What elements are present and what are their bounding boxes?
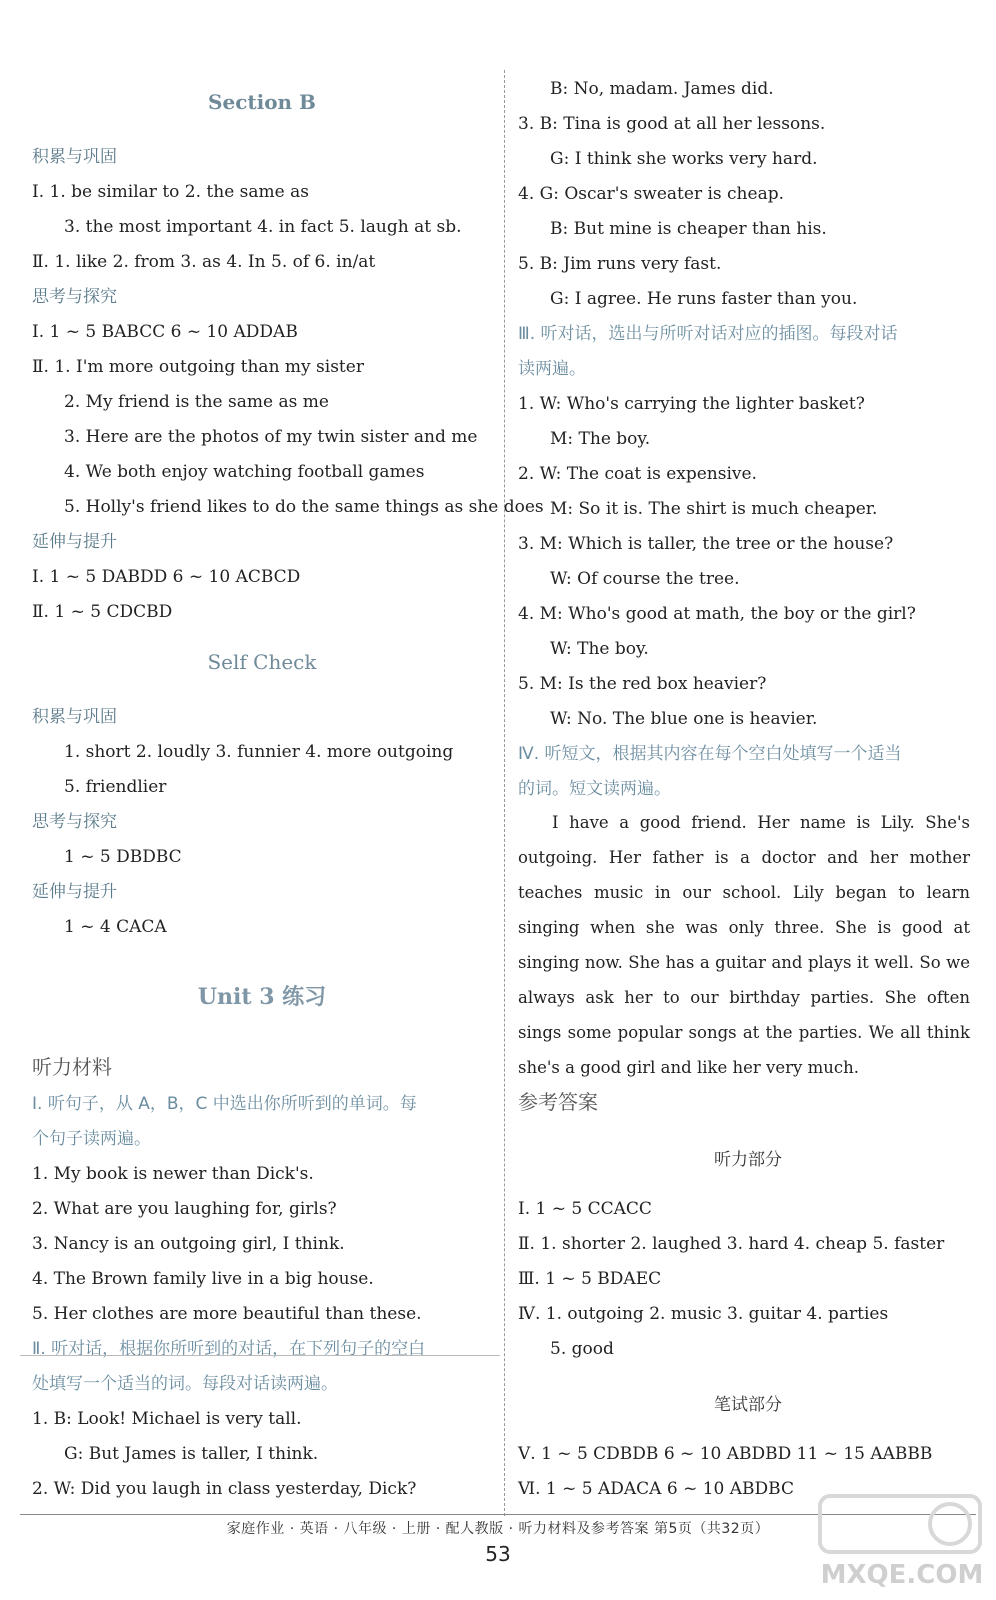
listening-material-heading: 听力材料 — [32, 1055, 112, 1079]
script-line: W: Of course the tree. — [550, 569, 740, 589]
watermark-logo-icon — [790, 1488, 990, 1592]
answer-line: 5. friendlier — [64, 777, 167, 797]
page-footer: 家庭作业 · 英语 · 八年级 · 上册 · 配人教版 · 听力材料及参考答案 第5页（共32页） — [226, 1521, 770, 1537]
reference-answers-heading: 参考答案 — [518, 1090, 598, 1114]
page-number: 53 — [485, 1542, 511, 1566]
script-line: 1. My book is newer than Dick's. — [32, 1164, 314, 1184]
subheading-yanshen: 延伸与提升 — [32, 882, 117, 902]
answer-line: 3. Here are the photos of my twin sister and me — [64, 427, 478, 447]
instruction-line: 的词。短文读两遍。 — [518, 779, 671, 799]
answer-line: Ⅲ. 1 ~ 5 BDAEC — [518, 1269, 662, 1289]
subheading-sikao: 思考与探究 — [32, 812, 117, 832]
script-line: 4. G: Oscar's sweater is cheap. — [518, 184, 784, 204]
script-line: M: So it is. The shirt is much cheaper. — [550, 499, 878, 519]
column-divider — [504, 70, 505, 1516]
script-line: W: No. The blue one is heavier. — [550, 709, 818, 729]
instruction-line: 处填写一个适当的词。每段对话读两遍。 — [32, 1374, 338, 1394]
script-line: 2. W: The coat is expensive. — [518, 464, 757, 484]
answer-line: Ⅰ. 1. be similar to 2. the same as — [32, 182, 309, 202]
answer-line: Ⅳ. 1. outgoing 2. music 3. guitar 4. parties — [518, 1304, 889, 1324]
script-line: G: But James is taller, I think. — [64, 1444, 319, 1464]
answer-line: 1. short 2. loudly 3. funnier 4. more outgoing — [64, 742, 454, 762]
script-line: 4. M: Who's good at math, the boy or the girl? — [518, 604, 916, 624]
script-line: 3. B: Tina is good at all her lessons. — [518, 114, 826, 134]
script-line: B: But mine is cheaper than his. — [550, 219, 827, 239]
script-line: 5. M: Is the red box heavier? — [518, 674, 767, 694]
listening-part-heading: 听力部分 — [714, 1150, 782, 1170]
answer-line: Ⅵ. 1 ~ 5 ADACA 6 ~ 10 ABDBC — [518, 1479, 794, 1499]
answer-line: Ⅰ. 1 ~ 5 BABCC 6 ~ 10 ADDAB — [32, 322, 298, 342]
written-part-heading: 笔试部分 — [714, 1395, 782, 1415]
unit3-heading: Unit 3 练习 — [197, 984, 327, 1010]
script-line: 2. What are you laughing for, girls? — [32, 1199, 337, 1219]
section-b-heading: Section B — [208, 90, 316, 114]
section-rule — [20, 1355, 500, 1356]
script-line: 2. W: Did you laugh in class yesterday, Dick? — [32, 1479, 417, 1499]
script-line: B: No, madam. James did. — [550, 79, 774, 99]
answer-line: 1 ~ 5 DBDBC — [64, 847, 182, 867]
instruction-line: Ⅱ. 听对话，根据你所听到的对话，在下列句子的空白 — [32, 1339, 426, 1359]
answer-line: Ⅰ. 1 ~ 5 DABDD 6 ~ 10 ACBCD — [32, 567, 301, 587]
answer-line: Ⅱ. 1. I'm more outgoing than my sister — [32, 357, 364, 377]
answer-line: Ⅱ. 1 ~ 5 CDCBD — [32, 602, 173, 622]
subheading-yanshen: 延伸与提升 — [32, 532, 117, 552]
instruction-line: 个句子读两遍。 — [32, 1129, 151, 1149]
answer-line: Ⅴ. 1 ~ 5 CDBDB 6 ~ 10 ABDBD 11 ~ 15 AABBB — [518, 1444, 933, 1464]
answer-line: 3. the most important 4. in fact 5. laugh at sb. — [64, 217, 462, 237]
subheading-jilei: 积累与巩固 — [32, 147, 117, 167]
script-line: W: The boy. — [550, 639, 649, 659]
script-line: 1. B: Look! Michael is very tall. — [32, 1409, 302, 1429]
answer-line: Ⅱ. 1. shorter 2. laughed 3. hard 4. cheap 5. faster — [518, 1234, 945, 1254]
subheading-sikao: 思考与探究 — [32, 287, 117, 307]
answer-line: 4. We both enjoy watching football games — [64, 462, 425, 482]
instruction-line: Ⅲ. 听对话，选出与所听对话对应的插图。每段对话 — [518, 324, 898, 344]
listening-passage: I have a good friend. Her name is Lily. She's outgoing. Her father is a doctor and her mother teaches music in our school. Lily began to learn singing when she was only three. She is good at singing now. She has a guitar and plays it well. So we always ask her to our birthday parties. She often sings some popular songs at the parties. We all think she's a good girl and like her very much. — [518, 813, 970, 1077]
instruction-line: Ⅳ. 听短文，根据其内容在每个空白处填写一个适当 — [518, 744, 902, 764]
script-line: G: I agree. He runs faster than you. — [550, 289, 858, 309]
instruction-line: Ⅰ. 听句子，从 A，B，C 中选出你所听到的单词。每 — [32, 1094, 417, 1114]
script-line: 1. W: Who's carrying the lighter basket? — [518, 394, 865, 414]
script-line: 3. M: Which is taller, the tree or the house? — [518, 534, 894, 554]
watermark-text: MXQE.COM — [820, 1560, 984, 1590]
script-line: M: The boy. — [550, 429, 651, 449]
subheading-jilei: 积累与巩固 — [32, 707, 117, 727]
script-line: 4. The Brown family live in a big house. — [32, 1269, 374, 1289]
answer-line: Ⅰ. 1 ~ 5 CCACC — [518, 1199, 652, 1219]
answer-line: 5. good — [550, 1339, 614, 1359]
answer-line: 5. Holly's friend likes to do the same things as she does — [64, 497, 544, 517]
script-line: G: I think she works very hard. — [550, 149, 818, 169]
answer-line: Ⅱ. 1. like 2. from 3. as 4. In 5. of 6. in/at — [32, 252, 376, 272]
self-check-heading: Self Check — [207, 650, 317, 674]
answer-line: 2. My friend is the same as me — [64, 392, 329, 412]
answer-line: 1 ~ 4 CACA — [64, 917, 167, 937]
script-line: 5. Her clothes are more beautiful than these. — [32, 1304, 422, 1324]
instruction-line: 读两遍。 — [518, 359, 586, 379]
script-line: 3. Nancy is an outgoing girl, I think. — [32, 1234, 345, 1254]
script-line: 5. B: Jim runs very fast. — [518, 254, 722, 274]
